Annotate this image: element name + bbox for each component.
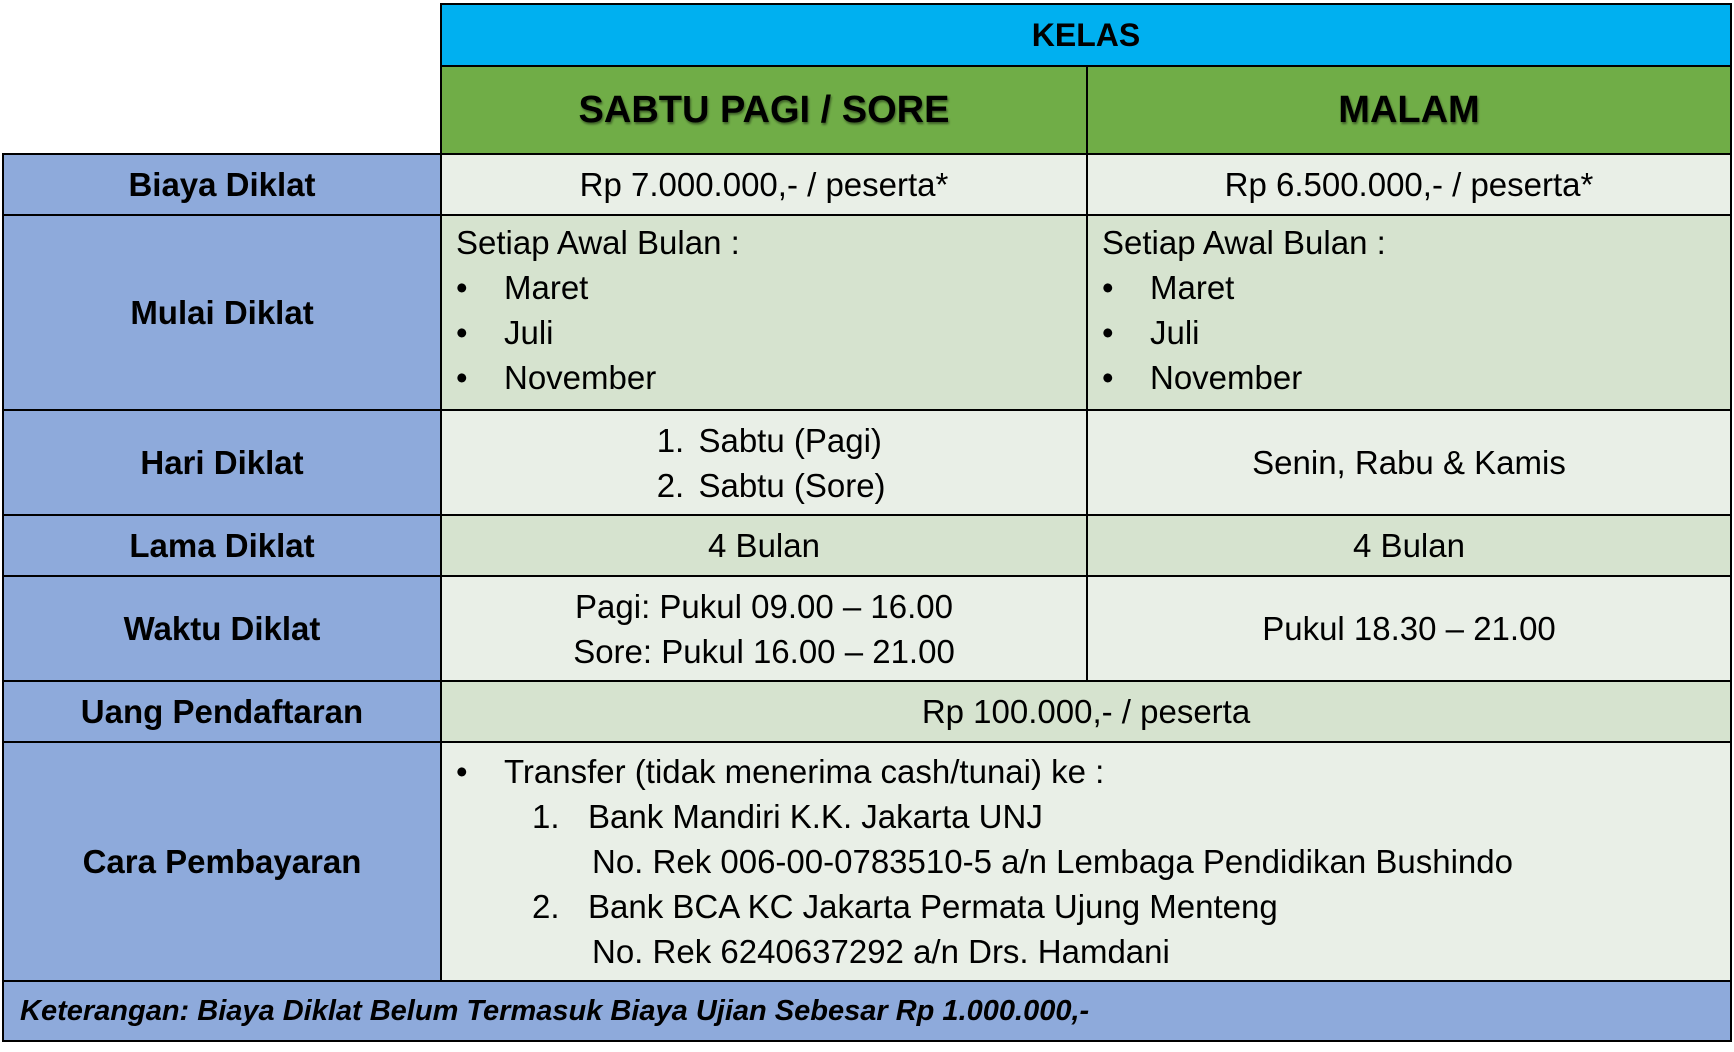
footer-note-text: Keterangan: Biaya Diklat Belum Termasuk Biaya Ujian Sebesar Rp 1.000.000,- [20, 994, 1090, 1027]
row-header-lama-label: Lama Diklat [129, 526, 315, 564]
uang-value-cell [440, 680, 1732, 743]
footer-note [2, 980, 1732, 1042]
cara-bank2-name: Bank BCA KC Jakarta Permata Ujung Menteng [588, 888, 1278, 925]
column-header-sabtu [440, 65, 1088, 155]
row-header-waktu-label: Waktu Diklat [123, 609, 321, 647]
row-header-mulai-label: Mulai Diklat [130, 293, 314, 331]
cara-bank1-name: Bank Mandiri K.K. Jakarta UNJ [588, 798, 1043, 835]
waktu-sabtu-cell [440, 575, 1088, 682]
list-item: 2. Sabtu (Sore) [656, 466, 886, 504]
list-item: • Juli [1102, 310, 1386, 355]
list-item: 1. Sabtu (Pagi) [656, 421, 882, 459]
cara-bank2-row: 2. Bank BCA KC Jakarta Permata Ujung Menteng [456, 884, 1513, 929]
uang-value: Rp 100.000,- / peserta [921, 692, 1251, 730]
kelas-header [440, 3, 1732, 67]
hari-malam-cell [1086, 409, 1732, 516]
column-header-malam-label: MALAM [1338, 88, 1480, 131]
bullet-icon: • [456, 753, 468, 790]
cara-bank1-rek: No. Rek 006-00-0783510-5 a/n Lembaga Pendidikan Bushindo [592, 843, 1513, 880]
lama-malam-cell [1086, 514, 1732, 577]
bullet-icon: • [1102, 314, 1114, 351]
lama-malam-value: 4 Bulan [1353, 526, 1465, 564]
row-header-hari [2, 409, 442, 516]
hari-malam-value: Senin, Rabu & Kamis [1252, 443, 1566, 481]
row-header-uang [2, 680, 442, 743]
biaya-malam-cell [1086, 153, 1732, 216]
cara-intro-row [456, 749, 1513, 794]
list-item: • Maret [456, 265, 740, 310]
row-header-cara [2, 741, 442, 982]
mulai-malam-cell [1086, 214, 1732, 411]
hari-sabtu-cell [440, 409, 1088, 516]
waktu-malam-value: Pukul 18.30 – 21.00 [1262, 609, 1556, 647]
biaya-sabtu-cell [440, 153, 1088, 216]
cara-intro: Transfer (tidak menerima cash/tunai) ke : [504, 753, 1105, 790]
mulai-sabtu-list [456, 265, 740, 400]
bullet-icon: • [456, 314, 468, 351]
bullet-icon: • [456, 359, 468, 396]
list-item: • November [456, 355, 740, 400]
row-header-uang-label: Uang Pendaftaran [80, 692, 364, 730]
mulai-malam-list [1102, 265, 1386, 400]
biaya-malam-value: Rp 6.500.000,- / peserta* [1224, 165, 1594, 203]
kelas-header-label: KELAS [1031, 16, 1141, 53]
row-header-lama [2, 514, 442, 577]
column-header-sabtu-label: SABTU PAGI / SORE [578, 88, 950, 131]
column-header-malam [1086, 65, 1732, 155]
row-header-waktu [2, 575, 442, 682]
lama-sabtu-cell [440, 514, 1088, 577]
lama-sabtu-value: 4 Bulan [708, 526, 820, 564]
waktu-sabtu-line1: Pagi: Pukul 09.00 – 16.00 [575, 587, 953, 625]
mulai-sabtu-intro: Setiap Awal Bulan : [456, 224, 740, 261]
list-item: • Maret [1102, 265, 1386, 310]
bullet-icon: • [456, 269, 468, 306]
cara-bank1-row: 1. Bank Mandiri K.K. Jakarta UNJ [456, 794, 1513, 839]
list-item: • Juli [456, 310, 740, 355]
row-header-biaya-label: Biaya Diklat [128, 165, 316, 203]
bullet-icon: • [1102, 359, 1114, 396]
cara-bank2-rek: No. Rek 6240637292 a/n Drs. Hamdani [592, 933, 1170, 970]
hari-sabtu-list [642, 418, 885, 508]
list-item: • November [1102, 355, 1386, 400]
bullet-icon: • [1102, 269, 1114, 306]
mulai-sabtu-cell [440, 214, 1088, 411]
biaya-sabtu-value: Rp 7.000.000,- / peserta* [579, 165, 949, 203]
waktu-malam-cell [1086, 575, 1732, 682]
row-header-mulai [2, 214, 442, 411]
row-header-biaya [2, 153, 442, 216]
row-header-cara-label: Cara Pembayaran [82, 842, 362, 880]
waktu-sabtu-line2: Sore: Pukul 16.00 – 21.00 [573, 632, 955, 670]
mulai-malam-intro: Setiap Awal Bulan : [1102, 224, 1386, 261]
row-header-hari-label: Hari Diklat [140, 443, 304, 481]
cara-value-cell [440, 741, 1732, 982]
